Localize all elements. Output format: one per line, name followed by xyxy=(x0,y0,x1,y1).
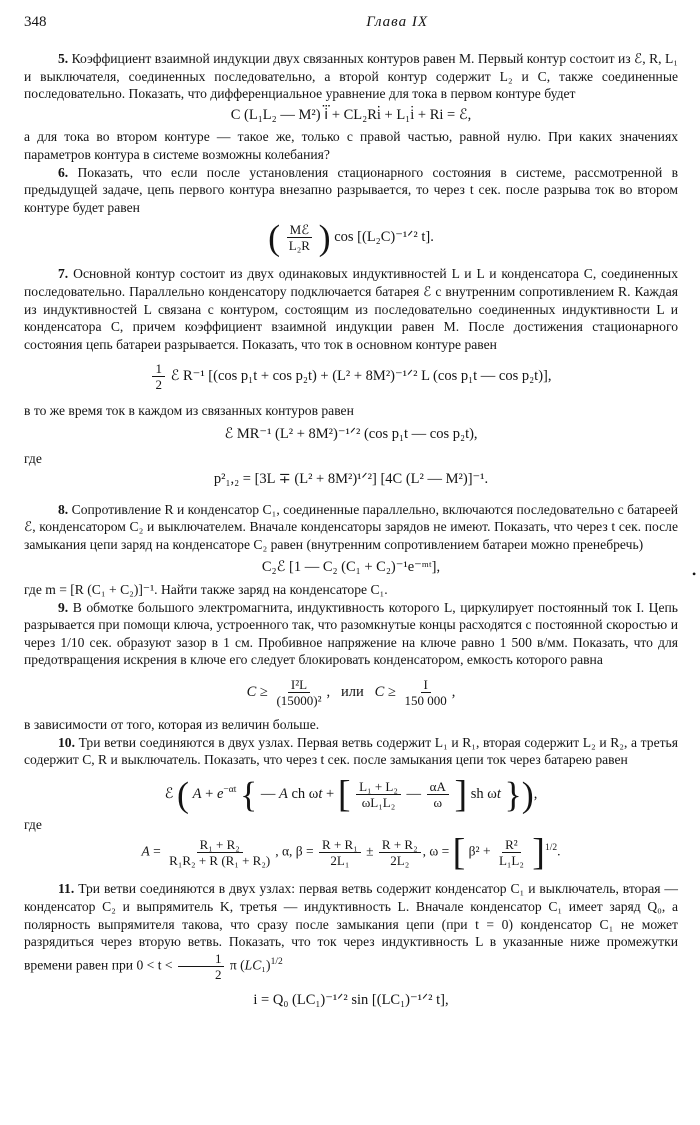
problem-11-text: 11. Три ветви соединяются в двух узлах: первая ветвь содержит конденсатор C₁ и выключатель, вторая — конденсатор C₂ и выпрямитель K, третья — индуктивность L. Вначале конденсатор C₁ имеет заряд Q₀, а полярность выпрямителя такова, что сразу после замыкания цепи (при t = 0) конденсатор C₁ не может разрядиться через вторую ветвь. Показать, что ток через индуктивность L в указанные ниже промежутки времени равен при 0 < t < $\frac{1}{2}$ π $(LC_1)^{1/2}$ xyxy=(24,881,679,982)
problem-5-after: а для тока во втором контуре — такое же, только с правой частью, равной нулю. При каких значениях параметров контура в системе возможны колебания? xyxy=(24,129,678,162)
problem-10-formula-1: ℰ ( $A + e^{-\alpha t}$ { — A ch ωt + [ $\frac{\text{L₁ + L₂}}{\text{ωL₁L₂}}$ — $\frac{\alpha A}{\omega}$ ] sh ωt }), xyxy=(164,773,538,816)
margin-mark: • xyxy=(692,567,697,581)
problem-7-body: Основной контур состоит из двух одинаковых индуктивностей L и L и конденсатора C, соединенных последовательно. Параллельно конденсатору подключается батарея ℰ с внутренним сопротивлением R. Каждая из индуктивностей L связана с контуром, состоящим из последовательно соединенных индуктивности L и конденсатора C, причем коэффициент взаимной индукции равен M. После достижения стационарного состояния цепь батареи разрывается. Показать, что ток в основном контуре равен xyxy=(24,266,678,352)
problem-6-denominator: L₂R xyxy=(288,238,310,254)
problem-9-right-num: I xyxy=(421,677,431,693)
problem-9-body: В обмотке большого электромагнита, индуктивность которого L, циркулирует постоянный ток I. Цепь разрывается при помощи ключа, устроенного так, что разомкнутые концы расходятся с постоянной скоростью и через 1/10 сек. образуют зазор в 1 см. Пробивное напряжение на ключе равно 1 500 в/мм. Показать, что для предотвращения искрения в ключе его следует блокировать конденсатором, емкость которого равна xyxy=(24,599,678,668)
problem-7-formula-3: p²₁,₂ = [3L ∓ (L² + 8M²)¹ᐟ²] [4C (L² — M²)]⁻¹. xyxy=(213,471,489,488)
problem-7-where: где xyxy=(24,450,42,466)
problem-7-text xyxy=(24,265,678,353)
problem-10-text xyxy=(24,734,678,769)
problem-7-number: 7. xyxy=(58,266,69,282)
problem-5-text xyxy=(24,50,678,103)
problem-7-formula-1-tail: ℰ R⁻¹ [(cos p₁t + cos p₂t) + (L² + 8M²)⁻¹ᐟ² L (cos p₁t — cos p₂t)], xyxy=(170,368,552,385)
problem-10-where: где xyxy=(24,816,42,832)
problem-6-body: Показать, что если после установления стационарного состояния в системе, рассмотренной в предыдущей задаче, цепь первого контура внезапно разрывается, то через t сек. после разрыва ток во втором контуре будет равен xyxy=(24,164,678,215)
problem-10-body: Три ветви соединяются в двух узлах. Первая ветвь содержит L₁ и R₁, вторая содержит L₂ и R₂, а третья содержит C, R и выключатель. Показать, что через t сек. после замыкания цепи ток через батарею равен xyxy=(24,734,679,768)
problem-11-number: 11. xyxy=(58,881,75,897)
problem-5-number: 5. xyxy=(58,51,69,66)
problem-9-text xyxy=(24,599,678,669)
problem-10-formula-2: A = $\frac{\text{R₁ + R₂}}{\text{R₁R₂ + R (R₁ + R₂)}}$ , α, β = $\frac{\text{R + R₁}}{\text{2L₁}}$ ± $\frac{\text{R + R₂}}{\text{2L₂}}$ , ω = [ β² + $\frac{\text{R²}}{\text{L₁L₂}}$ ]$^{1/2}$. xyxy=(141,831,561,874)
problem-5-body: Коэффициент взаимной индукции двух связанных контуров равен M. Первый контур состоит из ℰ, R, L₁ и выключателя, соединенных последовательно, а второй контур содержит L₂ и C, также соединенные последовательно. Показать, что дифференциальное уравнение для тока в первом контуре будет xyxy=(24,51,679,102)
problem-6-text xyxy=(24,164,678,217)
problem-5-formula: C (L₁L₂ — M²) i⃛ + CL₂Ri̇̇ + L₁i̇ + Ri = ℰ, xyxy=(230,106,472,123)
problem-8-body: Сопротивление R и конденсатор C₁, соединенные параллельно, включаются последовательно с батареей ℰ, конденсатором C₂ и выключателем. Вначале конденсаторы зарядов не имеют. Показать, что через t сек. после замыкания цепи заряд на конденсаторе C₂ равен (внутренним сопротивлением батареи можно пренебречь) xyxy=(24,501,678,552)
problem-9-after: в зависимости от того, которая из величин больше. xyxy=(24,717,320,733)
running-head: Глава IX xyxy=(366,14,428,30)
problem-6-numerator: Mℰ xyxy=(287,222,312,238)
problem-8-number: 8. xyxy=(58,501,69,517)
problem-11-formula: i = Q₀ (LC₁)⁻¹ᐟ² sin [(LC₁)⁻¹ᐟ² t], xyxy=(253,991,449,1008)
problem-7-middle: в то же время ток в каждом из связанных контуров равен xyxy=(24,403,354,419)
problem-6-number: 6. xyxy=(58,164,69,180)
problem-9-left-den: (15000)² xyxy=(276,693,322,709)
problem-6-formula: ( $\frac{\text{Mℰ}}{\text{L₂R}}$ ) cos [(L₂C)⁻¹ᐟ² t]. xyxy=(268,217,434,258)
problem-10-number: 10. xyxy=(58,734,75,750)
problem-7-formula-2: ℰ MR⁻¹ (L² + 8M²)⁻¹ᐟ² (cos p₁t — cos p₂t), xyxy=(224,425,478,442)
problem-9-number: 9. xyxy=(58,599,69,615)
problem-9-or: или xyxy=(341,683,364,700)
problem-9-formula: C ≥ $\frac{\text{I²L}}{\text{(15000)²}}$ , или C ≥ $\frac{I}{150 000}$ , xyxy=(246,677,456,709)
problem-9-right-den: 150 000 xyxy=(404,693,447,709)
problem-7-formula-1: $\frac{1}{2}$ ℰ R⁻¹ [(cos p₁t + cos p₂t) + (L² + 8M²)⁻¹ᐟ² L (cos p₁t — cos p₂t)], xyxy=(24,361,678,392)
page-header xyxy=(24,14,678,36)
problem-8-text xyxy=(24,501,678,554)
problem-9-left-num: I²L xyxy=(288,677,310,693)
problem-8-after: где m = [R (C₁ + C₂)]⁻¹. Найти также заряд на конденсаторе C₁. xyxy=(24,582,388,598)
problem-6-formula-tail: cos [(L₂C)⁻¹ᐟ² t]. xyxy=(334,229,434,246)
page-number: 348 xyxy=(24,14,47,30)
problem-11-body: Три ветви соединяются в двух узлах: первая ветвь содержит конденсатор C₁ и выключатель, вторая — конденсатор C₂ и выпрямитель K, третья — индуктивность L. Вначале конденсатор C₁ имеет заряд Q₀, а полярность выпрямителя такова, что сразу после замыкания цепи (при t = 0) конденсатор C₁ не может разрядиться через вторую ветвь. Показать, что ток через индуктивность L в указанные ниже промежутки времени равен при 0 < t < xyxy=(24,881,679,973)
problem-8-formula: C₂ℰ [1 — C₂ (C₁ + C₂)⁻¹e⁻ᵐᵗ], xyxy=(261,559,441,576)
